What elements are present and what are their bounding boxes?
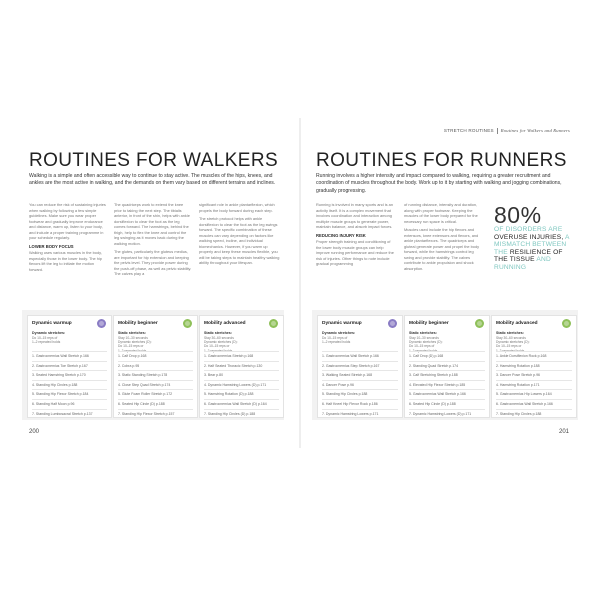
exercise-divider <box>322 399 398 400</box>
routine-card-instruction: Stay 30–60 seconds <box>496 336 526 340</box>
routine-exercise: 3. Walking Seated Stretch p.168 <box>322 373 373 378</box>
running-head-section: STRETCH ROUTINES <box>443 128 494 134</box>
routine-card-title: Mobility advanced <box>204 321 246 326</box>
right-routine-card-2 <box>404 315 490 418</box>
exercise-divider <box>32 380 107 381</box>
left-page-title: ROUTINES FOR WALKERS <box>29 150 279 171</box>
routine-exercise: 6. Seated Hip Circle (D) p.188 <box>118 402 165 406</box>
routine-badge-icon <box>97 319 106 328</box>
routine-exercise: 7. Standing Lumbosacral Stretch p.137 <box>32 411 93 416</box>
routine-card-stretch-heading: Dynamic stretches: <box>322 331 356 335</box>
right-col2-paragraph: of running distance, intensity and duration, along with proper footwear. Keeping the muscles of the lower body prepared for the necessary run space is critical. <box>404 202 478 224</box>
routine-card-instruction: 1–2 repeated holds <box>496 348 525 353</box>
routine-exercise: 6. Gastrocnemius Wall Stretch (D) p.164 <box>204 402 267 406</box>
routine-card-instruction: Dynamic stretches (D): <box>118 340 152 345</box>
exercise-divider <box>204 399 279 400</box>
exercise-divider <box>204 370 279 371</box>
routine-card-stretch-heading: Static stretches: <box>118 331 146 335</box>
routine-exercise: 3. Bear p.80 <box>204 373 224 378</box>
routine-card-instruction: Do 10–15 reps or <box>118 344 144 349</box>
exercise-divider <box>118 389 193 390</box>
exercise-divider <box>118 399 193 400</box>
routine-card-instruction: Do 10–15 reps or <box>496 344 522 349</box>
routine-card-instruction: Do 10–15 reps of <box>409 344 435 349</box>
right-col1-paragraph-2: Proper strength training and conditioning of the lower body muscle groups can help improve running performance and reduce the risk of injuries. Other things to note include gradual programming <box>316 239 394 266</box>
routine-card-title: Mobility beginner <box>118 321 158 326</box>
right-col2-paragraph-2: Muscles used include the hip flexors and extensors, knee extensors and flexors, and ankle plantarflexors. The quadriceps and gluteal generate power and propel the body forward, while the hamstrings control leg swing and provide stability. The calves contribute to ankle propulsion and shock absorption. <box>404 227 480 271</box>
exercise-divider <box>118 380 193 381</box>
exercise-divider <box>32 389 107 390</box>
left-intro: Walking is a simple and often accessible way to continue to stay active. The muscles of the hips, knees, and ankles are the most active in walking, and the demands on them vary based on different terrains and inclines. <box>29 173 276 187</box>
running-head-divider <box>497 128 498 134</box>
exercise-divider <box>204 389 279 390</box>
stat-number: 80% <box>494 202 542 228</box>
routine-card-stretch-heading: Static stretches: <box>496 331 524 335</box>
exercise-divider <box>32 351 107 352</box>
routine-exercise: 6. Standing Half Moon p.96 <box>32 402 75 406</box>
exercise-divider <box>204 361 279 362</box>
exercise-divider <box>409 370 485 371</box>
stat-callout <box>494 204 576 272</box>
exercise-divider <box>409 380 485 381</box>
routine-exercise: 1. Ankle Dorsiflexion Rock p.168 <box>496 354 547 358</box>
exercise-divider <box>32 399 107 400</box>
routine-badge-icon <box>475 319 484 328</box>
routine-card-title: Mobility advanced <box>496 321 538 326</box>
right-routine-card-1 <box>317 315 403 418</box>
routine-exercise: 3. Calf Stretching Stretch p.188 <box>409 373 458 378</box>
routine-exercise: 5. Glute Foam Roller Stretch p.172 <box>118 392 173 397</box>
left-column-2 <box>114 202 192 307</box>
stat-text <box>494 226 576 272</box>
left-column-3 <box>199 202 281 307</box>
exercise-divider <box>118 370 193 371</box>
routine-exercise: 1. Calf Drop (D) p.168 <box>409 354 444 358</box>
exercise-divider <box>322 370 398 371</box>
page-number-left: 200 <box>29 429 40 435</box>
stat-emphasis-1: OVERUSE INJURIES, <box>494 233 564 241</box>
exercise-divider <box>496 389 572 390</box>
routine-exercise: 2. Standing Quad Stretch p.174 <box>409 363 459 368</box>
routine-exercise: 4. Dynamic Hamstring Lowers (D) p.171 <box>204 382 267 387</box>
left-col1-paragraph-2: Walking uses various muscles in the body, especially those in the lower body. The hip flexors lift the leg to initiate the motion forward. <box>29 250 102 272</box>
routine-exercise: 1. Calf Drop p.168 <box>118 354 147 358</box>
routine-exercise: 7. Standing Hip Circles (D) p.188 <box>204 411 256 416</box>
routine-exercise: 7. Dynamic Hamstring Lowers p.171 <box>322 411 379 416</box>
routine-exercise: 4. Close Step Quad Stretch p.174 <box>118 382 171 387</box>
exercise-divider <box>322 361 398 362</box>
routine-card-instruction: Stay 30–60 seconds <box>204 336 234 340</box>
left-col2-paragraph-2: The glutes, particularly the gluteus medius, are important for hip extension and keeping the pelvis level. They provide power during the push-off phase, as well as pelvic stability. The calves play a <box>114 249 192 276</box>
routine-exercise: 5. Gastrocnemius Hip Lowers p.164 <box>496 392 552 397</box>
exercise-divider <box>32 361 107 362</box>
routine-exercise: 2. Hamstring Rotation p.188 <box>496 363 540 368</box>
right-col1-paragraph: Running is involved in many sports and is an activity itself. It is a complex movement that involves coordination and interaction among multiple muscle groups to generate power, maintain balance, and absorb impact forces. <box>316 202 393 229</box>
left-col1-subheading: LOWER BODY FOCUS <box>29 243 74 249</box>
routine-badge-icon <box>183 319 192 328</box>
routine-card-instruction: Dynamic stretches (D): <box>204 340 238 345</box>
right-routine-card-3 <box>491 315 577 418</box>
routine-exercise: 1. Gastrocnemius Wall Stretch p.166 <box>322 354 379 358</box>
left-column-1 <box>29 202 107 307</box>
exercise-divider <box>118 361 193 362</box>
exercise-divider <box>496 380 572 381</box>
exercise-divider <box>322 389 398 390</box>
routine-exercise: 6. Gastrocnemius Wall Stretch p.166 <box>496 402 553 406</box>
routine-badge-icon <box>562 319 571 328</box>
exercise-divider <box>32 409 107 410</box>
routine-card-title: Mobility beginner <box>409 321 449 326</box>
routine-exercise: 5. Hamstring Rotation (D) p.188 <box>204 392 254 397</box>
routine-card-title: Dynamic warmup <box>32 321 72 326</box>
right-column-1 <box>316 202 394 307</box>
left-col2-paragraph: The quadriceps work to extend the knee prior to taking the next step. The tibialis anterior, in front of the shin, helps with ankle dorsiflexion to clear the foot as the leg comes forward. The hamstrings, behind the thigh, help to flex the knee and control the leg swinging as it moves back during the walking motion. <box>114 202 190 246</box>
routine-card-instruction: 1–2 repeated holds <box>322 340 351 345</box>
stat-tail: AND RUNNING <box>494 256 551 271</box>
routine-exercise: 2. Gastrocnemius Step Stretch p.167 <box>322 363 380 368</box>
routine-exercise: 4. Standing Hip Circles p.188 <box>32 382 78 387</box>
exercise-divider <box>496 370 572 371</box>
routine-card-instruction: 1–2 repeated holds <box>32 340 61 345</box>
exercise-divider <box>32 370 107 371</box>
exercise-divider <box>118 409 193 410</box>
routine-exercise: 1. Gastrocnemius Stretch p.168 <box>204 354 254 358</box>
left-routine-card-1 <box>27 315 112 418</box>
routine-card-instruction: Do 10–15 reps of <box>32 336 58 340</box>
right-col1-subheading: REDUCING INJURY RISK <box>316 232 366 238</box>
left-routine-card-2 <box>113 315 198 418</box>
routine-exercise: 2. Gastrocnemius Toe Stretch p.167 <box>32 363 88 368</box>
page-gutter <box>299 118 301 448</box>
routine-card-instruction: 1–2 repeated holds <box>204 348 233 353</box>
routine-exercise: 7. Standing Hip Circles p.188 <box>496 411 542 416</box>
routine-exercise: 4. Elevated Hip Flexor Stretch p.185 <box>409 382 466 387</box>
exercise-divider <box>409 399 485 400</box>
routine-card-instruction: 1–2 repeated holds <box>118 348 147 353</box>
left-col3-paragraph-2: The stretch protocol helps with ankle dorsiflexion to clear the foot as the leg swings forward. The specific combination of these muscles can vary depending on factors like walking speed, incline, and individual biomechanics. However, if you warm up properly and keep these muscles flexible, you will be taking steps to maintain healthy walking ability throughout your lifespan. <box>199 216 280 265</box>
left-col3-paragraph: significant role in ankle plantarflexion, which propels the body forward during each step. <box>199 202 275 213</box>
exercise-divider <box>496 409 572 410</box>
routine-exercise: 2. Cobra p.95 <box>118 363 140 368</box>
routine-exercise: 3. Static Standing Stretch p.178 <box>118 373 168 378</box>
routine-card-instruction: Dynamic stretches (D): <box>409 340 443 345</box>
right-column-2 <box>404 202 484 307</box>
page-number-right: 201 <box>559 429 570 435</box>
routine-exercise: 5. Standing Hip Circles p.188 <box>322 392 368 397</box>
routine-exercise: 6. Seated Hip Circle (D) p.188 <box>409 402 456 406</box>
routine-card-instruction: Stay 10–30 seconds <box>409 336 439 340</box>
running-head-subtitle: Routines for Walkers and Runners <box>500 128 570 134</box>
routine-card-stretch-heading: Static stretches: <box>204 331 232 335</box>
routine-exercise: 7. Standing Hip Flexor Stretch p.157 <box>118 411 175 416</box>
routine-card-instruction: 1–2 repeated holds <box>409 348 438 353</box>
routine-exercise: 3. Dancer Pose Stretch p.96 <box>496 373 540 378</box>
right-intro: Running involves a higher intensity and impact compared to walking, requiring a greater recruitment and coordination of muscles throughout the body. Work up to it by starting with walking and jogging combinations, gradually progressing. <box>316 173 562 194</box>
routine-card-instruction: Do 10–15 reps of <box>322 336 348 340</box>
routine-card-title: Dynamic warmup <box>322 321 362 326</box>
left-col1-paragraph: You can reduce the risk of sustaining injuries when walking by following a few simple guidelines. Make sure you wear proper footwear and gradually improve endurance and distance, warm up, listen to your body, and include a proper training programme in your schedule regularly. <box>29 202 106 240</box>
routine-exercise: 4. Hamstring Rotation p.171 <box>496 382 540 387</box>
routine-exercise: 5. Standing Hip Flexor Stretch p.184 <box>32 392 89 397</box>
stat-middle: A MISMATCH BETWEEN THE <box>494 233 570 256</box>
routine-exercise: 7. Dynamic Hamstring Lowers (D) p.171 <box>409 411 472 416</box>
exercise-divider <box>496 361 572 362</box>
routine-exercise: 5. Gastrocnemius Wall Stretch p.166 <box>409 392 466 397</box>
running-head <box>444 128 570 134</box>
exercise-divider <box>409 389 485 390</box>
routine-card-instruction: Dynamic stretches (D): <box>496 340 530 345</box>
exercise-divider <box>409 361 485 362</box>
exercise-divider <box>204 380 279 381</box>
exercise-divider <box>204 409 279 410</box>
right-page-title: ROUTINES FOR RUNNERS <box>316 150 567 171</box>
routine-badge-icon <box>388 319 397 328</box>
routine-card-instruction: Stay 10–30 seconds <box>118 336 148 340</box>
exercise-divider <box>496 399 572 400</box>
exercise-divider <box>409 409 485 410</box>
stat-emphasis-2: RESILIENCE OF THE TISSUE <box>494 248 563 264</box>
routine-exercise: 2. Half Seated Thoracic Stretch p.130 <box>204 363 263 368</box>
left-routine-card-3 <box>199 315 284 418</box>
exercise-divider <box>322 380 398 381</box>
routine-badge-icon <box>269 319 278 328</box>
routine-card-stretch-heading: Dynamic stretches: <box>32 331 66 335</box>
routine-exercise: 4. Dancer Pose p.96 <box>322 382 354 387</box>
routine-exercise: 1. Gastrocnemius Wall Stretch p.166 <box>32 354 89 358</box>
stat-lead: OF DISORDERS ARE <box>494 226 563 233</box>
exercise-divider <box>322 351 398 352</box>
routine-card-stretch-heading: Static stretches: <box>409 331 437 335</box>
exercise-divider <box>322 409 398 410</box>
routine-exercise: 6. Half Kneel Hip Flexor Rock p.186 <box>322 402 378 406</box>
routine-exercise: 3. Seated Hamstring Stretch p.170 <box>32 373 86 378</box>
routine-card-instruction: Do 10–15 reps or <box>204 344 230 349</box>
